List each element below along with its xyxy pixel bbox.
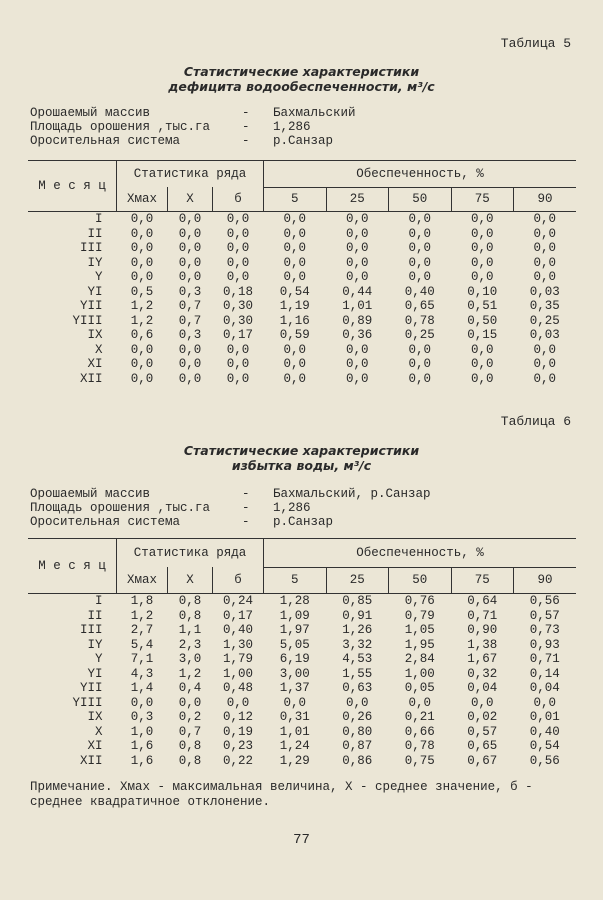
meta-value: 1,286: [273, 120, 311, 134]
meta-key: Оросительная система: [30, 515, 181, 529]
table-row: [28, 328, 576, 343]
value-cell: 0,0: [283, 357, 306, 371]
value-cell: 0,0: [470, 241, 494, 255]
value-cell: 0,57: [467, 724, 498, 739]
month-cell: XI: [87, 357, 103, 371]
value-cell: 0,0: [130, 255, 154, 270]
header-p5: 5: [264, 567, 327, 594]
value-cell: 0,0: [533, 255, 556, 270]
value-cell: 1,8: [130, 594, 154, 608]
month-cell: Y: [94, 652, 103, 666]
value-cell: 0,54: [279, 284, 310, 299]
meta-key: Орошаемый массив: [30, 106, 151, 120]
value-cell: 0,0: [408, 695, 431, 710]
value-cell: 0,0: [226, 270, 250, 284]
value-cell: 0,8: [178, 594, 202, 608]
value-cell: 0,54: [529, 739, 560, 753]
value-cell: 0,0: [130, 357, 154, 371]
value-cell: 0,0: [408, 226, 431, 241]
value-cell: 0,8: [178, 608, 202, 623]
value-cell: 0,0: [345, 255, 369, 270]
value-cell: 0,35: [529, 299, 560, 313]
value-cell: 4,53: [342, 652, 373, 666]
header-p5: 5: [264, 187, 327, 212]
value-cell: 0,0: [345, 226, 369, 241]
value-cell: 0,18: [222, 284, 253, 299]
value-cell: 0,0: [533, 270, 556, 284]
value-cell: 0,2: [178, 710, 202, 724]
value-cell: 0,6: [130, 328, 154, 342]
value-cell: 0,7: [178, 299, 202, 313]
value-cell: 0,90: [467, 623, 498, 637]
table-row: [28, 270, 576, 285]
header-month: М е с я ц: [28, 161, 117, 212]
footnote: Примечание. Xмах - максимальная величина, X - среднее значение, б - среднее квадратичное отклонение.: [30, 780, 533, 809]
table-row: [28, 710, 576, 725]
value-cell: 0,7: [178, 313, 202, 328]
table-row: [28, 681, 576, 696]
value-cell: 0,03: [529, 284, 560, 299]
month-cell: IX: [87, 328, 103, 342]
value-cell: 0,0: [130, 212, 154, 226]
page-number: 77: [293, 832, 310, 848]
table6-title-line2: избытка воды, м³/с: [231, 458, 372, 473]
header-xmax: Xмах: [117, 187, 168, 212]
value-cell: 0,71: [467, 608, 498, 623]
value-cell: 0,91: [342, 608, 373, 623]
header-month: М е с я ц: [28, 539, 117, 594]
value-cell: 0,78: [404, 739, 435, 753]
value-cell: 0,56: [529, 753, 560, 768]
value-cell: 0,0: [345, 371, 369, 386]
value-cell: 0,0: [345, 270, 369, 284]
table-row: [28, 241, 576, 256]
month-cell: XI: [87, 739, 103, 753]
value-cell: 0,15: [467, 328, 498, 342]
header-p90: 90: [537, 192, 553, 207]
meta-value: Бахмальский: [273, 106, 356, 120]
value-cell: 0,0: [130, 270, 154, 284]
value-cell: 0,85: [342, 594, 373, 608]
value-cell: 1,38: [467, 637, 498, 652]
meta-dash: -: [242, 120, 250, 134]
header-sigma: б: [213, 567, 264, 594]
value-cell: 0,64: [467, 594, 498, 608]
value-cell: 0,3: [178, 328, 202, 342]
value-cell: 1,29: [279, 753, 310, 768]
value-cell: 2,7: [130, 623, 154, 637]
value-cell: 5,05: [279, 637, 310, 652]
value-cell: 0,0: [470, 255, 494, 270]
value-cell: 0,0: [178, 342, 202, 357]
value-cell: 0,0: [178, 695, 202, 710]
header-xmax: Xмах: [117, 567, 168, 594]
header-p75: 75: [451, 187, 514, 212]
value-cell: 0,05: [404, 681, 435, 695]
value-cell: 0,0: [130, 342, 154, 357]
month-cell: X: [94, 342, 103, 357]
value-cell: 0,36: [342, 328, 373, 342]
month-cell: X: [94, 724, 103, 739]
value-cell: 0,0: [226, 255, 250, 270]
month-cell: III: [79, 623, 103, 637]
value-cell: 0,04: [529, 681, 560, 695]
value-cell: 1,26: [342, 623, 373, 637]
value-cell: 0,0: [533, 226, 556, 241]
month-cell: YII: [79, 681, 103, 695]
table-row: [28, 372, 576, 387]
value-cell: 0,31: [279, 710, 310, 724]
value-cell: 0,75: [404, 753, 435, 768]
value-cell: 0,80: [342, 724, 373, 739]
header-p25: 25: [326, 187, 389, 212]
value-cell: 0,63: [342, 681, 373, 695]
value-cell: 1,67: [467, 652, 498, 666]
month-cell: IY: [87, 255, 103, 270]
value-cell: 1,79: [222, 652, 253, 666]
value-cell: 0,32: [467, 666, 498, 681]
value-cell: 0,0: [470, 371, 494, 386]
value-cell: 1,55: [342, 666, 373, 681]
value-cell: 0,22: [222, 753, 253, 768]
value-cell: 1,97: [279, 623, 310, 637]
table-row: [28, 609, 576, 624]
header-p50: 50: [389, 567, 452, 594]
value-cell: 0,86: [342, 753, 373, 768]
value-cell: 0,0: [345, 241, 369, 255]
value-cell: 0,0: [533, 371, 556, 386]
table-row: [28, 623, 576, 638]
meta-value: р.Санзар: [273, 134, 334, 148]
table6-title: [0, 443, 603, 473]
table-row: [28, 725, 576, 740]
value-cell: 1,01: [342, 299, 373, 313]
value-cell: 0,65: [467, 739, 498, 753]
table5-title-line2: дефицита водообеспеченности, м³/с: [168, 79, 435, 94]
table-row: [28, 696, 576, 711]
header-p50: 50: [389, 187, 452, 212]
value-cell: 0,0: [178, 270, 202, 284]
value-cell: 0,26: [342, 710, 373, 724]
value-cell: 1,30: [222, 637, 253, 652]
month-cell: XII: [79, 371, 103, 386]
month-cell: YI: [87, 666, 103, 681]
value-cell: 0,0: [283, 371, 306, 386]
value-cell: 0,0: [345, 212, 369, 226]
header-stats: Статистика ряда: [117, 161, 264, 188]
header-p25: 25: [326, 567, 389, 594]
value-cell: 0,87: [342, 739, 373, 753]
value-cell: 3,00: [279, 666, 310, 681]
value-cell: 0,0: [470, 212, 494, 226]
value-cell: 0,0: [178, 212, 202, 226]
value-cell: 0,0: [470, 270, 494, 284]
value-cell: 0,59: [279, 328, 310, 342]
value-cell: 1,28: [279, 594, 310, 608]
value-cell: 0,76: [404, 594, 435, 608]
table5-label: Таблица 5: [500, 36, 571, 51]
table5-title: [0, 64, 603, 94]
header-p90: 90: [537, 573, 553, 588]
value-cell: 0,10: [467, 284, 498, 299]
meta-key: Площадь орошения ,тыс.га: [30, 120, 211, 134]
value-cell: 0,0: [226, 226, 250, 241]
month-cell: III: [79, 241, 103, 255]
value-cell: 0,0: [470, 342, 494, 357]
value-cell: 0,4: [178, 681, 202, 695]
value-cell: 1,00: [222, 666, 253, 681]
header-stats: Статистика ряда: [117, 539, 264, 568]
value-cell: 1,2: [130, 608, 154, 623]
value-cell: 1,19: [279, 299, 310, 313]
value-cell: 1,95: [404, 637, 435, 652]
value-cell: 0,0: [470, 357, 494, 371]
value-cell: 0,0: [533, 695, 556, 710]
month-cell: IY: [87, 637, 103, 652]
meta-value: Бахмальский, р.Санзар: [273, 487, 431, 501]
table-row: [28, 314, 576, 329]
value-cell: 1,09: [279, 608, 310, 623]
meta-value: 1,286: [273, 501, 311, 515]
meta-key: Орошаемый массив: [30, 487, 151, 501]
value-cell: 0,0: [408, 270, 431, 284]
value-cell: 0,65: [404, 299, 435, 313]
value-cell: 0,0: [533, 241, 556, 255]
month-cell: II: [87, 608, 103, 623]
value-cell: 1,6: [130, 739, 154, 753]
value-cell: 0,23: [222, 739, 253, 753]
header-sigma: б: [213, 187, 264, 212]
value-cell: 0,3: [130, 710, 154, 724]
value-cell: 0,0: [283, 241, 306, 255]
header-probability: Обеспеченность, %: [264, 539, 577, 568]
table-row: [28, 227, 576, 242]
value-cell: 0,57: [529, 608, 560, 623]
meta-dash: -: [242, 106, 250, 120]
value-cell: 1,6: [130, 753, 154, 768]
value-cell: 0,7: [178, 724, 202, 739]
value-cell: 2,3: [178, 637, 202, 652]
value-cell: 0,8: [178, 739, 202, 753]
value-cell: 4,3: [130, 666, 154, 681]
table-row: [28, 285, 576, 300]
table-row: [28, 343, 576, 358]
value-cell: 3,0: [178, 652, 202, 666]
header-probability: Обеспеченность, %: [264, 161, 577, 188]
value-cell: 0,0: [470, 226, 494, 241]
value-cell: 0,78: [404, 313, 435, 328]
table6: [28, 538, 576, 768]
value-cell: 0,0: [408, 212, 431, 226]
table6-title-line1: Статистические характеристики: [183, 443, 420, 458]
value-cell: 0,17: [222, 328, 253, 342]
value-cell: 0,50: [467, 313, 498, 328]
value-cell: 0,14: [529, 666, 560, 681]
value-cell: 0,0: [470, 695, 494, 710]
meta-dash: -: [242, 515, 250, 529]
value-cell: 0,0: [283, 270, 306, 284]
value-cell: 1,37: [279, 681, 310, 695]
value-cell: 1,16: [279, 313, 310, 328]
value-cell: 1,2: [130, 299, 154, 313]
meta-dash: -: [242, 134, 250, 148]
value-cell: 0,71: [529, 652, 560, 666]
table-row: [28, 638, 576, 653]
value-cell: 0,0: [130, 695, 154, 710]
value-cell: 5,4: [130, 637, 154, 652]
value-cell: 0,0: [533, 342, 556, 357]
value-cell: 1,00: [404, 666, 435, 681]
value-cell: 0,5: [130, 284, 154, 299]
value-cell: 0,40: [529, 724, 560, 739]
value-cell: 0,79: [404, 608, 435, 623]
value-cell: 0,0: [283, 212, 306, 226]
value-cell: 0,40: [404, 284, 435, 299]
value-cell: 0,0: [283, 226, 306, 241]
value-cell: 0,40: [222, 623, 253, 637]
header-x: X: [168, 567, 213, 594]
table6-label: Таблица 6: [500, 414, 571, 429]
value-cell: 0,3: [178, 284, 202, 299]
table-row: [28, 594, 576, 609]
value-cell: 0,04: [467, 681, 498, 695]
value-cell: 0,0: [226, 357, 250, 371]
value-cell: 6,19: [279, 652, 310, 666]
value-cell: 0,02: [467, 710, 498, 724]
value-cell: 0,51: [467, 299, 498, 313]
value-cell: 0,0: [408, 255, 431, 270]
table5-title-line1: Статистические характеристики: [183, 64, 420, 79]
value-cell: 0,0: [178, 226, 202, 241]
value-cell: 0,25: [404, 328, 435, 342]
value-cell: 0,17: [222, 608, 253, 623]
value-cell: 0,89: [342, 313, 373, 328]
month-cell: II: [87, 226, 103, 241]
value-cell: 7,1: [130, 652, 154, 666]
table-row: [28, 667, 576, 682]
month-cell: YII: [79, 299, 103, 313]
month-cell: I: [94, 594, 103, 608]
table-row: [28, 256, 576, 271]
month-cell: XII: [79, 753, 103, 768]
header-p75: 75: [451, 567, 514, 594]
value-cell: 0,67: [467, 753, 498, 768]
value-cell: 0,0: [408, 357, 431, 371]
value-cell: 0,0: [226, 212, 250, 226]
table-row: [28, 754, 576, 769]
value-cell: 0,0: [130, 226, 154, 241]
table-row: [28, 652, 576, 667]
value-cell: 0,0: [130, 241, 154, 255]
value-cell: 0,19: [222, 724, 253, 739]
value-cell: 1,1: [178, 623, 202, 637]
month-cell: YIII: [72, 313, 103, 328]
value-cell: 0,93: [529, 637, 560, 652]
value-cell: 0,48: [222, 681, 253, 695]
value-cell: 0,0: [226, 695, 250, 710]
value-cell: 0,0: [130, 371, 154, 386]
value-cell: 0,0: [283, 695, 306, 710]
value-cell: 0,44: [342, 284, 373, 299]
value-cell: 1,2: [130, 313, 154, 328]
value-cell: 0,01: [529, 710, 560, 724]
table5-body: [28, 212, 576, 387]
value-cell: 0,25: [529, 313, 560, 328]
value-cell: 0,66: [404, 724, 435, 739]
table-row: [28, 299, 576, 314]
value-cell: 0,56: [529, 594, 560, 608]
header-x: X: [168, 187, 213, 212]
value-cell: 0,0: [408, 342, 431, 357]
value-cell: 1,01: [279, 724, 310, 739]
value-cell: 0,0: [283, 255, 306, 270]
meta-key: Площадь орошения ,тыс.га: [30, 501, 211, 515]
value-cell: 0,30: [222, 299, 253, 313]
value-cell: 3,32: [342, 637, 373, 652]
meta-dash: -: [242, 487, 250, 501]
value-cell: 1,24: [279, 739, 310, 753]
value-cell: 0,0: [226, 342, 250, 357]
month-cell: IX: [87, 710, 103, 724]
value-cell: 0,0: [345, 342, 369, 357]
value-cell: 2,84: [404, 652, 435, 666]
value-cell: 1,05: [404, 623, 435, 637]
value-cell: 1,2: [178, 666, 202, 681]
value-cell: 1,0: [130, 724, 154, 739]
value-cell: 0,0: [178, 255, 202, 270]
value-cell: 0,03: [529, 328, 560, 342]
table-row: [28, 357, 576, 372]
value-cell: 0,73: [529, 623, 560, 637]
value-cell: 0,24: [222, 594, 253, 608]
value-cell: 0,0: [178, 241, 202, 255]
value-cell: 0,0: [178, 357, 202, 371]
value-cell: 0,0: [345, 695, 369, 710]
value-cell: 0,8: [178, 753, 202, 768]
value-cell: 0,0: [226, 241, 250, 255]
value-cell: 0,0: [178, 371, 202, 386]
value-cell: 0,0: [533, 212, 556, 226]
table5: [28, 160, 576, 386]
value-cell: 0,0: [345, 357, 369, 371]
table6-body: [28, 594, 576, 769]
value-cell: 0,30: [222, 313, 253, 328]
value-cell: 0,0: [283, 342, 306, 357]
meta-value: р.Санзар: [273, 515, 334, 529]
value-cell: 0,0: [408, 371, 431, 386]
month-cell: YIII: [72, 695, 103, 710]
meta-dash: -: [242, 501, 250, 515]
value-cell: 0,21: [404, 710, 435, 724]
value-cell: 0,0: [226, 371, 250, 386]
value-cell: 0,12: [222, 710, 253, 724]
value-cell: 1,4: [130, 681, 154, 695]
value-cell: 0,0: [533, 357, 556, 371]
month-cell: YI: [87, 284, 103, 299]
meta-key: Оросительная система: [30, 134, 181, 148]
month-cell: Y: [94, 270, 103, 284]
value-cell: 0,0: [408, 241, 431, 255]
table-row: [28, 739, 576, 754]
month-cell: I: [94, 212, 103, 226]
table-row: [28, 212, 576, 227]
